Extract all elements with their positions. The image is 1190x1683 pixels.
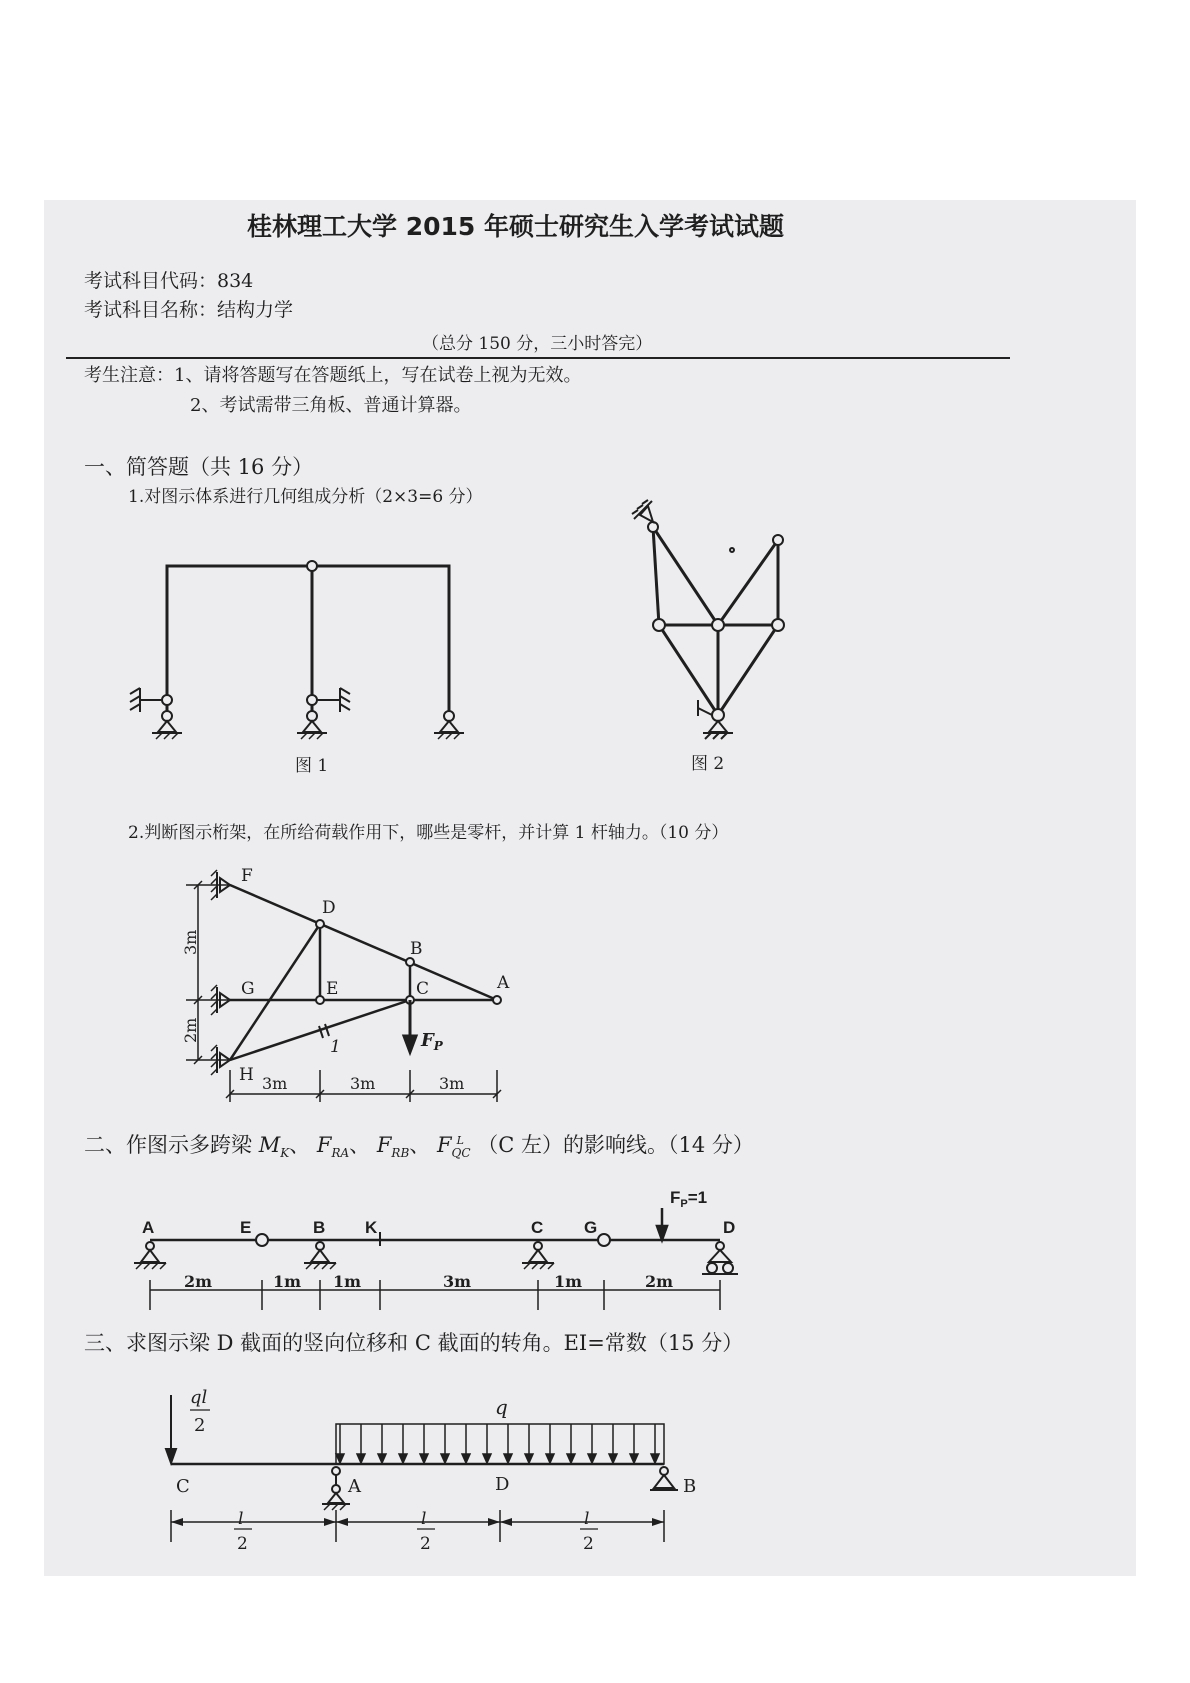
truss-load-label: $F_P$ [421, 1030, 443, 1053]
notice-line-1: 考生注意：1、请将答题写在答题纸上，写在试卷上视为无效。 [84, 365, 582, 386]
truss-label-A: A [497, 973, 510, 993]
dim-l-2: l [421, 1509, 427, 1529]
truss-label-C: C [416, 979, 430, 999]
notice-line-2: 2、考试需带三角板、普通计算器。 [190, 395, 472, 416]
total-score: （总分 150 分，三小时答完） [422, 334, 653, 354]
exam-title: 桂林理工大学 2015 年硕士研究生入学考试试题 [247, 212, 784, 241]
section-2-heading-suffix: （C 左）的影响线。（14 分） [477, 1133, 754, 1157]
question-1-2: 2.判断图示桁架，在所给荷载作用下，哪些是零杆，并计算 1 杆轴力。（10 分） [128, 823, 729, 843]
beam3-label-C: C [176, 1476, 190, 1497]
truss-label-B: B [410, 939, 423, 959]
beam3-label-B: B [683, 1476, 697, 1497]
dim-2-1: 2 [237, 1534, 248, 1554]
beam-dim-1m-1: 1m [273, 1272, 302, 1291]
truss-dim-3m-3: 3m [439, 1074, 465, 1093]
dim-2-3: 2 [583, 1534, 594, 1554]
subject-name: 考试科目名称：结构力学 [84, 299, 294, 321]
truss-label-F: F [241, 866, 253, 886]
dim-l-1: l [238, 1509, 244, 1529]
section-2-heading-prefix: 二、作图示多跨梁 [84, 1133, 259, 1157]
beam3-label-D: D [495, 1474, 510, 1495]
beam-dim-3m: 3m [443, 1272, 472, 1291]
beam3-label-A: A [348, 1476, 361, 1497]
truss-dim-3m-2: 3m [350, 1074, 376, 1093]
beam-load-label: $F_P=1$ [670, 1188, 708, 1210]
beam-label-E: E [240, 1218, 252, 1237]
section-2-heading: 二、作图示多跨梁 $M_K$、 $F_{RA}$、 $F_{RB}$、 $F_{QC}^L$ （C 左）的影响线。（14 分） [84, 1133, 754, 1161]
beam-dim-1m-2: 1m [333, 1272, 362, 1291]
beam-label-B: B [313, 1218, 326, 1237]
beam-dim-2m-2: 2m [645, 1272, 674, 1291]
q-label: q [495, 1395, 508, 1419]
truss-label-H: H [239, 1065, 254, 1085]
beam-label-C: C [531, 1218, 544, 1237]
dim-l-3: l [584, 1509, 590, 1529]
subject-code: 考试科目代码：834 [84, 270, 254, 292]
beam-dim-1m-3: 1m [554, 1272, 583, 1291]
truss-dim-3m-vertical: 3m [181, 929, 200, 955]
figure-1-caption: 图 1 [295, 756, 329, 776]
beam-label-A: A [142, 1218, 155, 1237]
truss-dim-2m-vertical: 2m [181, 1017, 200, 1043]
truss-label-G: G [241, 979, 255, 999]
point-load-bottom: 2 [194, 1415, 206, 1436]
section-3-heading: 三、求图示梁 D 截面的竖向位移和 C 截面的转角。EI=常数（15 分） [84, 1331, 744, 1355]
beam-dim-2m-1: 2m [184, 1272, 213, 1291]
dim-2-2: 2 [420, 1534, 431, 1554]
truss-dim-3m-1: 3m [262, 1074, 288, 1093]
section-1-heading: 一、简答题（共 16 分） [84, 455, 314, 479]
truss-label-D: D [322, 898, 336, 918]
truss-member-1-label: 1 [330, 1037, 341, 1057]
truss-label-E: E [326, 979, 339, 999]
question-1-1: 1.对图示体系进行几何组成分析（2×3=6 分） [128, 487, 483, 507]
beam-label-G: G [584, 1218, 598, 1237]
figure-2-caption: 图 2 [691, 754, 725, 774]
beam-label-K: K [365, 1218, 378, 1237]
beam-label-D: D [723, 1218, 736, 1237]
point-load-top: ql [190, 1387, 208, 1408]
